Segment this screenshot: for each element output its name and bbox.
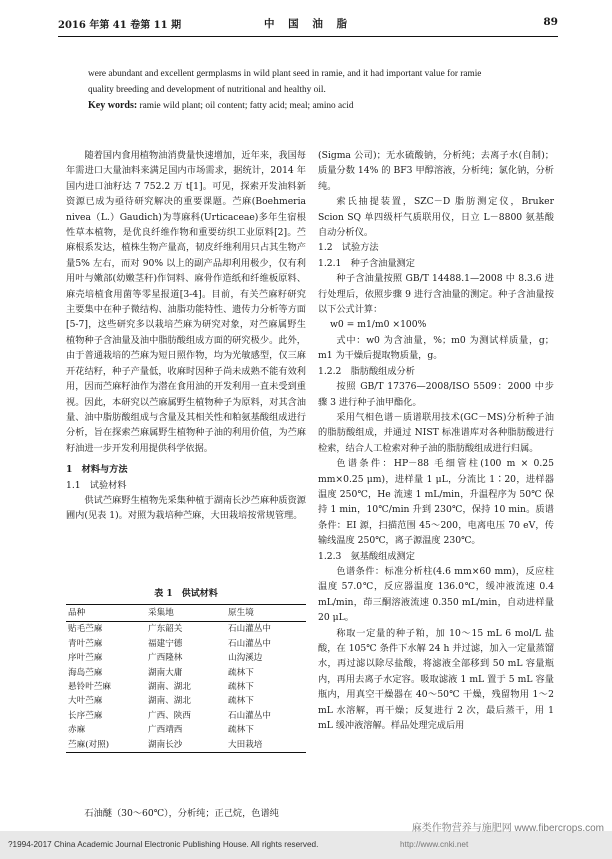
table-row (66, 723, 306, 737)
table-cell: 广东韶关 (148, 624, 183, 635)
keywords-text: ramie wild plant; oil content; fatty acid; meal; amino acid (137, 101, 354, 111)
body-paragraph: 索氏抽提装置，SZC－D 脂肪测定仪，Bruker Scion SQ 单四级杆气质联用仪，日立 L－8800 氨基酸自动分析仪。 (318, 196, 554, 239)
abstract-line: quality breeding and development of nutritional and healthy oil. (88, 85, 326, 95)
table-cell: 海岛苎麻 (68, 667, 103, 678)
body-paragraph: 色谱条件：HP－88 毛细管柱(100 m × 0.25 mm×0.25 μm)，进样量 1 μL，分流比 1∶20，进样器温度 250℃，He 流速 1 mL/min，升温程序为 50℃ 保持 1 min，10℃/min 升到 230℃，保持 10 min。质谱条件：EI 源，扫描范围 45～200，电离电压 70 eV，传输线温度 250℃，离子源温度 230℃。 (318, 458, 554, 547)
table-row (66, 709, 306, 723)
watermark: 麻类作物营养与施肥网 www.fibercrops.com (411, 823, 604, 834)
body-paragraph: 种子含油量按照 GB/T 14488.1—2008 中 8.3.6 进行处理后，依照步骤 9 进行含油量的测定。种子含油量按以下公式计算： (318, 273, 554, 316)
table-row (66, 694, 306, 708)
page-header (58, 14, 558, 37)
left-column (66, 148, 306, 524)
table-cell: 石山灌丛中 (228, 710, 271, 721)
body-paragraph: (Sigma 公司)；无水硫酸钠，分析纯；去离子水(自制)；质量分数 14% 的 BF3 甲醇溶液，分析纯；氯化钠，分析纯。 (318, 150, 554, 192)
journal-issue: 2016 年第 41 卷第 11 期 (58, 20, 182, 31)
table-cell: 山沟溪边 (228, 653, 263, 664)
table-caption: 表 1 供试材料 (154, 589, 218, 599)
table-row (66, 666, 306, 680)
subsection-heading: 1.2 试验方法 (318, 242, 379, 254)
table-cell: 疏林下 (228, 725, 254, 736)
body-paragraph: 采用气相色谱－质谱联用技术(GC－MS)分析种子油的脂肪酸组成，并通过 NIST 标准谱库对各种脂肪酸进行检索，结合人工检索对种子油的脂肪酸组成进行归属。 (318, 411, 554, 454)
body-paragraph: 色谱条件：标准分析柱(4.6 mm×60 mm)，反应柱温度 57.0℃，反应器温度 136.0℃，缓冲液流速 0.4 mL/min，茚三酮溶液流速 0.350 mL/min，自动进样量 20 μL。 (318, 565, 554, 624)
table-cell: 广西隆林 (148, 653, 183, 664)
table-cell: 湖南长沙 (146, 738, 226, 753)
body-paragraph: 石油醚（30～60℃），分析纯；正己烷，色谱纯 (84, 808, 279, 819)
subsection-heading: 1.1 试验材料 (66, 479, 127, 491)
table-cell: 长序苎麻 (68, 710, 103, 721)
section-heading: 1 材料与方法 (66, 464, 128, 476)
table-row (66, 738, 306, 753)
intro-paragraph: 随着国内食用植物油消费量快速增加，近年来，我国每年需进口大量油料来满足国内市场需求，据统计，2014 年国内进口油籽达 7 752.2 万 t[1]。可见，探索开发油料新资源已成为亟待研究解决的重要课题。苎麻(Boehmeria nivea（L.）Gaudich)为荨麻科(Urticaceae)多年生宿根性草本植物，是优良纤维作物和重要纺织工业原料[2]。苎麻根系发达，植株生物产量高，韧皮纤维利用只占其生物产量5% 左右，而对 90% 以上的副产品却利用极少，仅有利用叶与嫩部(幼嫩茎秆)作饲料、麻骨作造纸和纤维板原料、麻壳培植食用菌等零星报道[3-4]。目前，有关苎麻籽研究主要集中在种子微结构、油脂功能特性、遗传力分析等方面[5-7]，这些研究多以栽培苎麻为研究对象，对苎麻属野生植物种子含油量及油中脂肪酸组成方面的研究极少。此外，由于普通栽培的苎麻为短日照作物，均为光敏感型，仅三麻开花结籽，种子产量低，收麻时因种子尚未成熟不能有效利用，因而苎麻籽油作为潜在食用油的开发利用一直未受到重视。因此，本研究以苎麻属野生植物种子为原料，对其含油量、油中脂肪酸组成与含量及其相关性和粕氨基酸组成进行分析，旨在探索苎麻属野生植物种子油的利用价值，为苎麻籽油进一步开发利用提供科学依据。 (66, 150, 306, 454)
footer-link[interactable]: http://www.cnki.net (400, 840, 469, 849)
table-row (66, 622, 306, 637)
equation: w0 = m1/m0 ×100% (330, 319, 427, 331)
table-row (66, 680, 306, 694)
table-cell: 湖南、湖北 (148, 682, 191, 693)
body-paragraph: 称取一定量的种子粕，加 10～15 mL 6 mol/L 盐酸，在 105℃ 条件下水解 24 h 并过滤，加入一定量蒸馏水，再过滤以除尽盐酸，将滤液全部移到 50 mL 容量瓶内，再用去离子水定容。吸取滤液 1 mL 置于 5 mL 容量瓶内，用真空干燥器在 40～50℃ 干燥，残留物用 1～2 mL 水溶解，再干燥；反复进行 2 次，最后蒸干，用 1 mL 缓冲液溶解。样品处理完成后用 (318, 627, 554, 732)
table-cell: 疏林下 (228, 696, 254, 707)
subsection-heading: 1.2.2 脂肪酸组成分析 (318, 365, 415, 377)
table-cell: 广西靖西 (148, 725, 183, 736)
abstract-line: were abundant and excellent germplasms in wild plant seed in ramie, and it had important value for ramie (88, 69, 482, 79)
table-cell: 大叶苎麻 (68, 696, 103, 707)
journal-title: 中 国 油 脂 (264, 18, 352, 30)
table-cell: 大田栽培 (226, 738, 306, 753)
copyright-text: ?1994-2017 China Academic Journal Electronic Publishing House. All rights reserved. (8, 840, 319, 849)
keywords-label: Key words: (88, 100, 138, 111)
subsection-heading: 1.2.1 种子含油量测定 (318, 257, 415, 269)
table-cell: 石山灌丛中 (228, 638, 271, 649)
body-paragraph: 按照 GB/T 17376—2008/ISO 5509：2000 中步骤 3 进行种子油甲酯化。 (318, 381, 554, 408)
table-header: 品种 (66, 605, 146, 622)
table-header: 采集地 (146, 605, 226, 622)
table-cell: 疏林下 (228, 667, 254, 678)
materials-table (66, 604, 306, 753)
table-cell: 青叶苎麻 (68, 638, 103, 649)
body-paragraph: 供试苎麻野生植物先采集种植于湖南长沙苎麻种质资源圃内(见表 1)。对照为栽培种苎麻，大田栽培按常规管理。 (66, 494, 306, 522)
table-header: 原生境 (226, 605, 306, 622)
table-cell: 湖南、湖北 (148, 696, 191, 707)
footer-bar (0, 823, 612, 859)
left-column-tail (66, 806, 306, 821)
table-cell: 福建宁德 (148, 638, 183, 649)
subsection-heading: 1.2.3 氨基酸组成测定 (318, 550, 415, 562)
keywords (88, 98, 558, 114)
body-paragraph: 式中：w0 为含油量，%；m0 为测试样质量，g；m1 为干燥后提取物质量，g。 (318, 334, 554, 362)
table-cell: 序叶苎麻 (68, 653, 103, 664)
table-row (66, 651, 306, 665)
page-number: 89 (543, 16, 558, 28)
table-cell: 湖南大庸 (148, 667, 183, 678)
table-cell: 赤麻 (68, 725, 86, 736)
table-cell: 贴毛苎麻 (68, 624, 103, 635)
table-cell: 广西、陕西 (148, 710, 191, 721)
table-cell: 悬铃叶苎麻 (68, 682, 111, 693)
abstract-tail (88, 66, 558, 114)
table-cell: 疏林下 (228, 682, 254, 693)
right-column (318, 148, 554, 733)
table-cell: 石山灌丛中 (228, 624, 271, 635)
table-row (66, 637, 306, 651)
table-cell: 苎麻(对照) (66, 738, 146, 753)
